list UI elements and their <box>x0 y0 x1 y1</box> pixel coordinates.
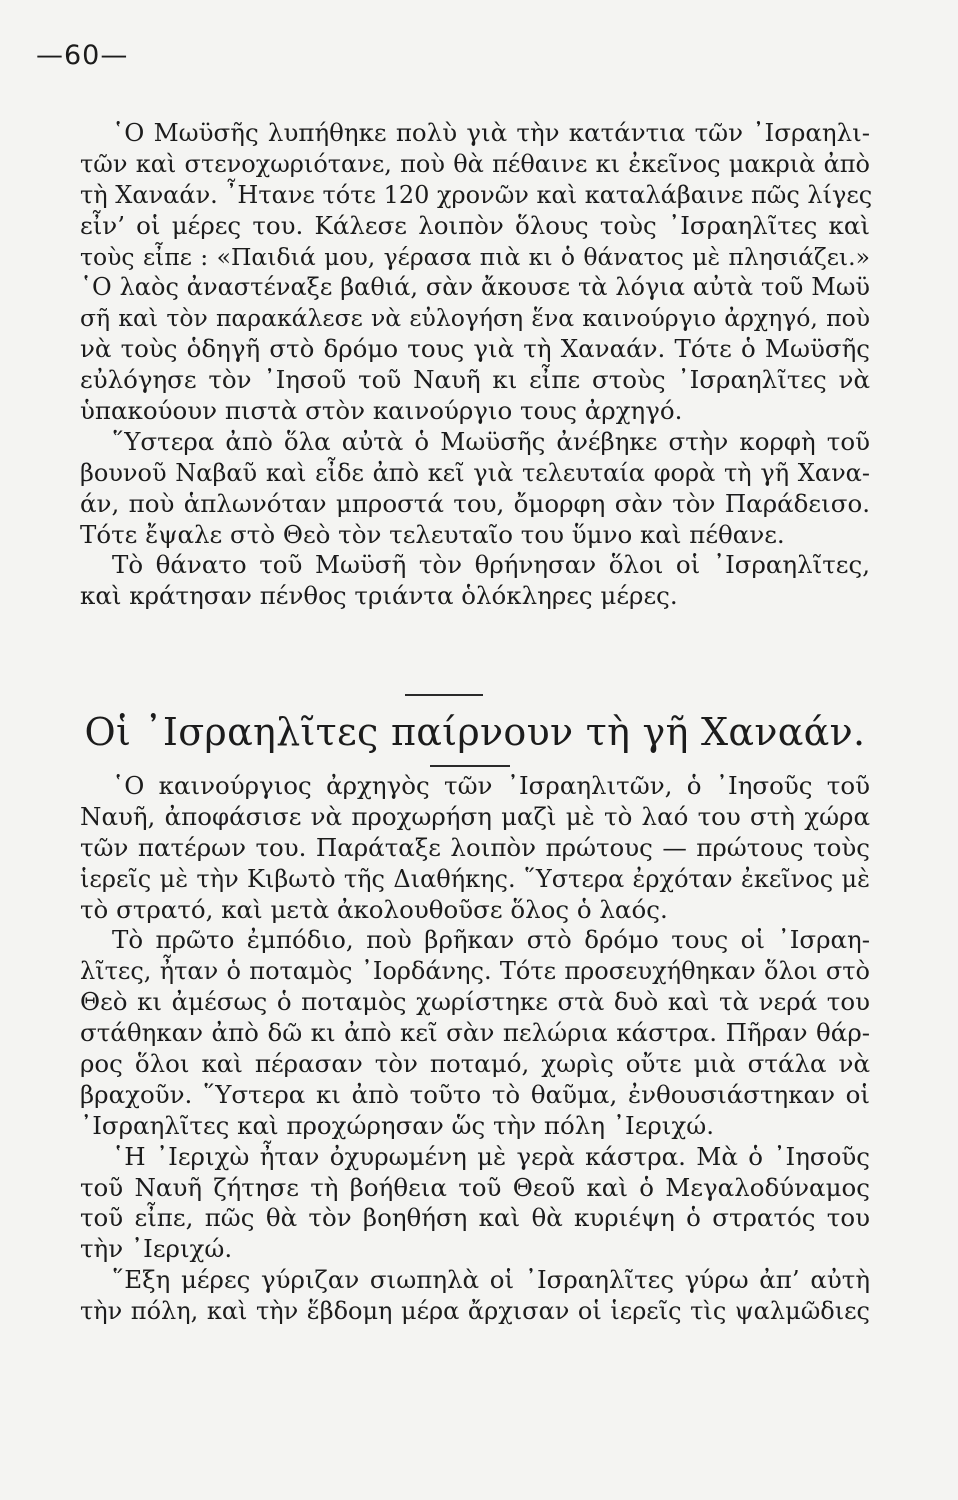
text-line: βραχοῦν. ῞Υστερα κι ἀπὸ τοῦτο τὸ θαῦμα, ἐνθουσιάστηκαν οἱ <box>80 1079 870 1109</box>
text-line: ῞Εξη μέρες γύριζαν σιωπηλὰ οἱ ᾿Ισραηλῖτες γύρω ἀπ’ αὐτὴ <box>112 1265 870 1295</box>
text-line: τῶν καὶ στενοχωριότανε, ποὺ θὰ πέθαινε κι ἐκεῖνος μακριὰ ἀπὸ <box>80 149 870 178</box>
heading-rule-bottom <box>430 765 510 767</box>
heading-rule-top <box>405 694 483 696</box>
text-line: καὶ κράτησαν πένθος τριάντα ὁλόκληρες μέρες. <box>80 581 678 611</box>
text-line: ρος ὅλοι καὶ πέρασαν τὸν ποταμό, χωρὶς οὔτε μιὰ στάλα νὰ <box>80 1049 870 1079</box>
text-line: τῶν πατέρων του. Παράταξε λοιπὸν πρώτους — πρώτους τοὺς <box>80 832 870 862</box>
text-line: Τὸ θάνατο τοῦ Μωϋσῆ τὸν θρήνησαν ὅλοι οἱ ᾿Ισραηλῖτες, <box>112 550 870 580</box>
text-line: βουνοῦ Ναβαῦ καὶ εἶδε ἀπὸ κεῖ γιὰ τελευταία φορὰ τὴ γῆ Χανα- <box>80 458 870 487</box>
text-line: ῾Ο καινούργιος ἀρχηγὸς τῶν ᾿Ισραηλιτῶν, ὁ ᾿Ιησοῦς τοῦ <box>112 771 870 800</box>
text-line: Τότε ἔψαλε στὸ Θεὸ τὸν τελευταῖο του ὕμνο καὶ πέθανε. <box>80 519 785 549</box>
text-line: Θεὸ κι ἀμέσως ὁ ποταμὸς χωρίστηκε στὰ δυὸ καὶ τὰ νερά του <box>80 987 870 1017</box>
text-line: ᾿Ισραηλῖτες καὶ προχώρησαν ὥς τὴν πόλη ᾿Ιεριχώ. <box>80 1110 715 1140</box>
page-number: —60— <box>36 40 129 71</box>
text-line: άν, ποὺ ἁπλωνόταν μπροστά του, ὄμορφη σὰν τὸν Παράδεισο. <box>80 488 870 518</box>
text-line: νὰ τοὺς ὁδηγῆ στὸ δρόμο τους γιὰ τὴ Χαναάν. Τότε ὁ Μωϋσῆς <box>80 334 870 364</box>
text-line: λῖτες, ἦταν ὁ ποταμὸς ᾿Ιορδάνης. Τότε προσευχήθηκαν ὅλοι στὸ <box>80 957 870 986</box>
section-heading: Οἱ ᾿Ισραηλῖτες παίρνουν τὴ γῆ Χαναάν. <box>84 710 866 754</box>
text-line: τὴν πόλη, καὶ τὴν ἕβδομη μέρα ἄρχισαν οἱ ἱερεῖς τὶς ψαλμῶδιες <box>80 1297 870 1326</box>
text-block-moses-death <box>80 118 873 612</box>
text-line: τοὺς εἶπε : «Παιδιά μου, γέρασα πιὰ κι ὁ θάνατος μὲ πλησιάζει.» <box>80 242 870 271</box>
text-line: ῾Η ᾿Ιεριχὼ ἦταν ὀχυρωμένη μὲ γερὰ κάστρα. Μὰ ὁ ᾿Ιησοῦς <box>112 1141 870 1171</box>
text-line: τὴν ᾿Ιεριχώ. <box>80 1234 233 1264</box>
text-line: τὸ στρατό, καὶ μετὰ ἀκολουθοῦσε ὅλος ὁ λαός. <box>80 894 668 924</box>
text-line: στάθηκαν ἀπὸ δῶ κι ἀπὸ κεῖ σὰν πελώρια κάστρα. Πῆραν θάρ- <box>80 1018 870 1048</box>
text-line: Ναυῆ, ἀποφάσισε νὰ προχωρήση μαζὶ μὲ τὸ λαό του στὴ χώρα <box>80 801 870 831</box>
text-line: ἱερεῖς μὲ τὴν Κιβωτὸ τῆς Διαθήκης. ῞Υστερα ἐρχόταν ἐκεῖνος μὲ <box>80 864 870 893</box>
text-line: σῆ καὶ τὸν παρακάλεσε νὰ εὐλογήση ἕνα καινούργιο ἀρχηγό, ποὺ <box>80 304 870 333</box>
text-line: τοῦ Ναυῆ ζήτησε τὴ βοήθεια τοῦ Θεοῦ καὶ ὁ Μεγαλοδύναμος <box>80 1172 870 1202</box>
text-line: εὐλόγησε τὸν ᾿Ιησοῦ τοῦ Ναυῆ κι εἶπε στοὺς ᾿Ισραηλῖτες νὰ <box>80 365 870 395</box>
text-block-canaan <box>80 771 870 1327</box>
text-line: τοῦ εἶπε, πῶς θὰ τὸν βοηθήση καὶ θὰ κυριέψη ὁ στρατός του <box>80 1203 870 1233</box>
text-line: ὑπακούουν πιστὰ στὸν καινούργιο τους ἀρχηγό. <box>80 396 683 426</box>
text-line: εἶν’ οἱ μέρες του. Κάλεσε λοιπὸν ὅλους τοὺς ᾿Ισραηλῖτες καὶ <box>80 210 870 240</box>
text-line: ῾Ο λαὸς ἀναστέναξε βαθιά, σὰν ἄκουσε τὰ λόγια αὐτὰ τοῦ Μωϋ <box>80 273 870 302</box>
text-line: ῞Υστερα ἀπὸ ὅλα αὐτὰ ὁ Μωϋσῆς ἀνέβηκε στὴν κορφὴ τοῦ <box>112 426 870 456</box>
text-line: Τὸ πρῶτο ἐμπόδιο, ποὺ βρῆκαν στὸ δρόμο τους οἱ ᾿Ισραη- <box>112 925 870 955</box>
text-line: τὴ Χαναάν. ῏Ητανε τότε 120 χρονῶν καὶ καταλάβαινε πῶς λίγες <box>80 180 873 209</box>
text-line: ῾Ο Μωϋσῆς λυπήθηκε πολὺ γιὰ τὴν κατάντια τῶν ᾿Ισραηλι- <box>112 118 870 147</box>
